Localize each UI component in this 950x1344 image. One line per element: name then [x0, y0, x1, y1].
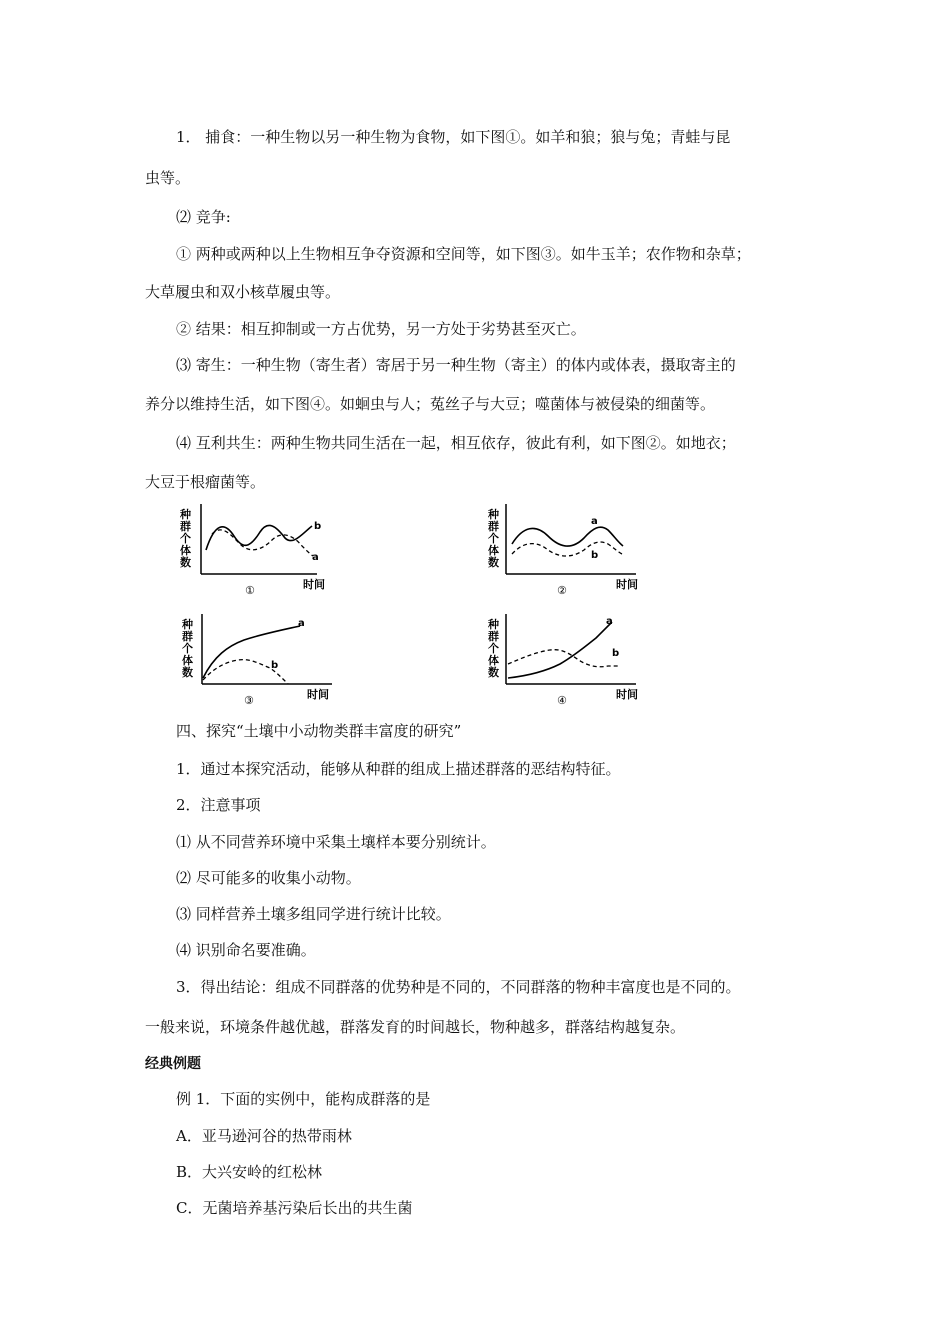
x-axis-label: 时间	[616, 688, 638, 701]
graph-parasitism	[478, 610, 643, 715]
para-predation-line1: 1． 捕食：一种生物以另一种生物为食物，如下图①。如羊和狼；狼与兔；青蛙与昆	[176, 128, 731, 146]
y-label-char: 种	[182, 618, 193, 631]
para-mutualism-line1: ⑷ 互利共生：两种生物共同生活在一起，相互依存，彼此有利，如下图②。如地衣；	[176, 434, 736, 452]
para-parasitism-line2: 养分以维持生活，如下图④。如蛔虫与人；菟丝子与大豆；噬菌体与被侵染的细菌等。	[145, 395, 716, 413]
conclusion-line2: 一般来说，环境条件越优越，群落发育的时间越长，物种越多，群落结构越复杂。	[145, 1018, 686, 1036]
curve-b	[512, 542, 622, 556]
curve-label: a	[606, 616, 613, 627]
curve-a	[512, 527, 623, 546]
option-a: A．亚马逊河谷的热带雨林	[176, 1127, 352, 1145]
x-axis-label: 时间	[616, 578, 638, 591]
para-competition-heading: ⑵ 竞争:	[176, 208, 231, 226]
y-label-char: 个	[488, 642, 499, 655]
curve-label: b	[314, 521, 322, 532]
section-four-title: 四、探究“土壤中小动物类群丰富度的研究”	[176, 722, 462, 740]
section-four-item2: 2．注意事项	[176, 796, 261, 814]
curve-label: a	[312, 552, 319, 563]
para-competition-result: ② 结果：相互抑制或一方占优势，另一方处于劣势甚至灭亡。	[176, 320, 586, 338]
para-mutualism-line2: 大豆于根瘤菌等。	[145, 473, 266, 491]
curve-label: a	[298, 618, 305, 629]
para-competition-line2: 大草履虫和双小核草履虫等。	[145, 283, 341, 301]
y-label-char: 种	[180, 508, 191, 521]
para-parasitism-line1: ⑶ 寄生：一种生物（寄生者）寄居于另一种生物（寄主）的体内或体表，摄取寄主的	[176, 356, 736, 374]
y-label-char: 体	[182, 654, 193, 667]
examples-heading: 经典例题	[145, 1056, 201, 1072]
graph-competition	[172, 610, 337, 715]
y-label-char: 群	[182, 630, 193, 643]
y-label-char: 个	[180, 532, 191, 545]
curve-label: a	[591, 516, 598, 527]
note-item-2: ⑵ 尽可能多的收集小动物。	[176, 869, 361, 887]
section-four-item1: 1．通过本探究活动，能够从种群的组成上描述群落的恶结构特征。	[176, 760, 621, 778]
graph-mutualism	[478, 500, 643, 605]
x-axis-label: 时间	[303, 578, 325, 591]
x-axis-label: 时间	[307, 688, 329, 701]
curve-b	[206, 525, 312, 550]
curve-b	[508, 650, 620, 667]
curve-a	[203, 626, 300, 678]
y-label-char: 数	[182, 666, 193, 679]
y-axis-label	[179, 507, 191, 569]
y-axis-label	[181, 617, 193, 679]
y-label-char: 体	[180, 544, 191, 557]
curve-label: b	[612, 648, 620, 659]
y-label-char: 数	[488, 666, 499, 679]
para-competition-line1: ① 两种或两种以上生物相互争夺资源和空间等，如下图③。如牛玉羊；农作物和杂草；	[176, 245, 751, 263]
curve-a	[508, 622, 612, 678]
note-item-3: ⑶ 同样营养土壤多组同学进行统计比较。	[176, 905, 451, 923]
y-axis-label	[487, 507, 499, 569]
note-item-4: ⑷ 识别命名要准确。	[176, 941, 316, 959]
note-item-1: ⑴ 从不同营养环境中采集土壤样本要分别统计。	[176, 833, 496, 851]
graph-number: ②	[557, 584, 567, 597]
y-label-char: 个	[488, 532, 499, 545]
y-label-char: 体	[488, 654, 499, 667]
y-label-char: 种	[488, 618, 499, 631]
y-label-char: 群	[180, 520, 191, 533]
y-label-char: 数	[488, 556, 499, 569]
y-axis-label	[487, 617, 499, 679]
graph-number: ③	[244, 694, 254, 707]
para-predation-line2: 虫等。	[145, 169, 191, 187]
graph-number: ④	[557, 694, 567, 707]
conclusion-line1: 3．得出结论：组成不同群落的优势种是不同的，不同群落的物种丰富度也是不同的。	[176, 978, 741, 996]
y-label-char: 群	[488, 520, 499, 533]
y-label-char: 体	[488, 544, 499, 557]
example-question: 例 1．下面的实例中，能构成群落的是	[176, 1090, 431, 1108]
option-b: B．大兴安岭的红松林	[176, 1163, 323, 1181]
y-label-char: 种	[488, 508, 499, 521]
y-label-char: 数	[180, 556, 191, 569]
curve-a	[212, 530, 313, 556]
curve-label: b	[591, 550, 599, 561]
y-label-char: 个	[182, 642, 193, 655]
graph-predation	[170, 500, 330, 605]
option-c: C．无菌培养基污染后长出的共生菌	[176, 1199, 413, 1217]
graph-number: ①	[245, 584, 255, 597]
y-label-char: 群	[488, 630, 499, 643]
curve-label: b	[271, 660, 279, 671]
